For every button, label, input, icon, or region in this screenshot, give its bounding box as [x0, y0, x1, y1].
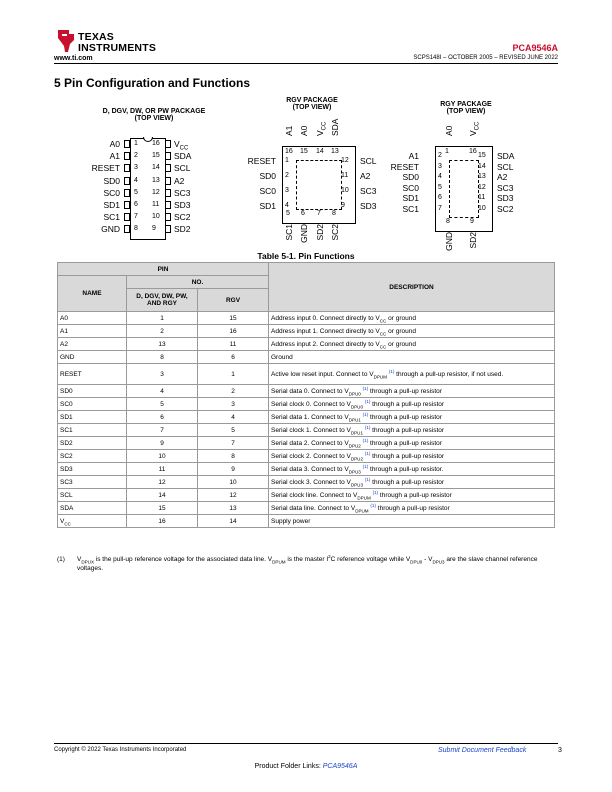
rgy-pin-number: 8 — [446, 218, 450, 225]
rgv-pin-cell: 3 — [198, 398, 269, 411]
rgy-pin-number: 12 — [478, 183, 486, 191]
description-cell: Address input 1. Connect directly to $V_{CC}$ or ground — [269, 325, 555, 338]
rgy-pin-name: SD3 — [497, 193, 514, 203]
dip-pin-pad — [124, 177, 130, 185]
rgv-pin-cell: 10 — [198, 476, 269, 489]
rgv-pin-name: A2 — [360, 171, 371, 181]
dip-pin-cell: 12 — [127, 476, 198, 489]
rgv-pin-name: A0 — [299, 125, 309, 136]
dip-pin-pad — [165, 213, 171, 221]
dip-pin-number: 12 — [152, 188, 160, 196]
description-cell: Active low reset input. Connect to $V_{DPUM}$ $^{(1)}$ through a pull-up resistor, if not used. — [269, 364, 555, 385]
dip-pin-cell: 4 — [127, 385, 198, 398]
dip-pin-name: SC1 — [103, 212, 120, 223]
rgv-pin-cell: 2 — [198, 385, 269, 398]
dip-pin-number: 4 — [134, 176, 138, 184]
rgy-pin-number: 10 — [478, 204, 486, 212]
dip-pin-pad — [165, 152, 171, 160]
description-cell: Address input 2. Connect directly to $V_{CC}$ or ground — [269, 338, 555, 351]
table-row — [58, 325, 555, 338]
rgy-pin-name: SCL — [497, 161, 514, 172]
part-number: PCA9546A — [512, 43, 558, 53]
rgv-pin-cell: 7 — [198, 437, 269, 450]
rgy-pin-number: 9 — [470, 218, 474, 225]
table-row — [58, 502, 555, 515]
rgv-pin-number: 2 — [285, 172, 289, 179]
dip-pin-pad — [165, 225, 171, 233]
dip-pin-number: 9 — [152, 225, 156, 233]
header-divider — [54, 63, 558, 64]
rgy-pin-name: SD1 — [402, 193, 419, 203]
rgv-pin-name: $V_{CC}$ — [315, 121, 328, 136]
rgv-pin-number: 15 — [300, 148, 308, 155]
rgv-pin-number: 6 — [301, 210, 305, 217]
dip-pin-number: 10 — [152, 213, 160, 221]
rgv-pin-cell: 5 — [198, 424, 269, 437]
pin-functions-table — [57, 262, 555, 528]
dip-pin-pad — [165, 177, 171, 185]
copyright: Copyright © 2022 Texas Instruments Incorporated — [54, 747, 187, 753]
dip-pin-cell: 13 — [127, 338, 198, 351]
dip-pin-name: A2 — [174, 175, 185, 186]
dip-pin-pad — [124, 189, 130, 197]
table-row — [58, 437, 555, 450]
description-cell: Address input 0. Connect directly to $V_{CC}$ or ground — [269, 312, 555, 325]
rgv-pin-name: RESET — [247, 156, 276, 166]
dip-pin-pad — [124, 152, 130, 160]
rgv-column-header: RGV — [198, 289, 269, 312]
description-cell: Serial data 1. Connect to $V_{DPU1}$ $^{(1)}$ through a pull-up resistor — [269, 411, 555, 424]
dip-pin-pad — [165, 189, 171, 197]
table-row — [58, 385, 555, 398]
pin-name-cell: RESET — [58, 364, 127, 385]
dip-pin-pad — [124, 225, 130, 233]
description-cell: Serial clock 2. Connect to $V_{DPU2}$ $^{(1)}$ through a pull-up resistor — [269, 450, 555, 463]
dip-pin-name: SC0 — [103, 187, 120, 198]
description-cell: Supply power — [269, 515, 555, 528]
dip-pin-name: A0 — [109, 139, 120, 149]
rgv-pin-cell: 6 — [198, 351, 269, 364]
table-row — [58, 424, 555, 437]
rgy-pin-name: SDA — [497, 151, 515, 161]
rgv-thermal-pad — [296, 160, 342, 210]
rgv-pin-number: 1 — [285, 157, 289, 164]
description-cell: Serial clock 0. Connect to $V_{DPU0}$ $^{(1)}$ through a pull-up resistor — [269, 398, 555, 411]
dip-pin-cell: 3 — [127, 364, 198, 385]
table-row — [58, 398, 555, 411]
dip-pin-cell: 8 — [127, 351, 198, 364]
name-header: NAME — [58, 276, 127, 312]
dip-pin-name: $V_{CC}$ — [174, 139, 189, 152]
pin-name-cell: A0 — [58, 312, 127, 325]
rgy-pin-number: 11 — [478, 194, 486, 201]
pin-name-cell: SCL — [58, 489, 127, 502]
no-header: NO. — [127, 276, 269, 289]
dip-pin-cell: 16 — [127, 515, 198, 528]
rgy-pin-name: A1 — [408, 151, 419, 161]
rgv-pin-name: SC0 — [259, 186, 276, 196]
dip-pin-cell: 7 — [127, 424, 198, 437]
table-row — [58, 489, 555, 502]
pin-name-cell: SD3 — [58, 463, 127, 476]
dip-pin-number: 1 — [134, 140, 138, 147]
dip-pin-number: 3 — [134, 164, 138, 172]
pin-name-cell: SC0 — [58, 398, 127, 411]
rgy-pin-number: 1 — [445, 148, 449, 155]
rgv-pin-cell: 16 — [198, 325, 269, 338]
rgv-pin-number: 13 — [331, 148, 339, 155]
table-row — [58, 364, 555, 385]
rgy-pin-name: SD2 — [468, 232, 478, 249]
rgv-package-title: RGV PACKAGE (TOP VIEW) — [286, 97, 338, 111]
pin-name-cell: SC2 — [58, 450, 127, 463]
rgy-pin-number: 4 — [438, 173, 442, 180]
rgv-pin-name: GND — [299, 224, 309, 243]
description-cell: Ground — [269, 351, 555, 364]
dip-pin-number: 6 — [134, 201, 138, 208]
pin-name-cell: A1 — [58, 325, 127, 338]
dip-pin-cell: 11 — [127, 463, 198, 476]
table-row — [58, 450, 555, 463]
rgv-pin-name: SD2 — [315, 224, 325, 241]
rgv-pin-cell: 12 — [198, 489, 269, 502]
rgv-pin-name: SD3 — [360, 201, 377, 211]
pin-name-cell: GND — [58, 351, 127, 364]
rgy-pin-name: $V_{CC}$ — [468, 121, 481, 136]
rgy-pin-name: SC2 — [497, 203, 514, 214]
rgy-pin-number: 15 — [478, 152, 486, 159]
description-cell: Serial clock 1. Connect to $V_{DPU1}$ $^{(1)}$ through a pull-up resistor — [269, 424, 555, 437]
rgy-pin-name: RESET — [390, 161, 419, 172]
rgv-pin-name: SC1 — [284, 224, 294, 241]
dip-pin-name: SD3 — [174, 200, 191, 210]
rgy-pin-number: 5 — [438, 183, 442, 191]
dip-column-header: D, DGV, DW, PW, AND RGY — [127, 289, 198, 312]
pin-name-cell: SDA — [58, 502, 127, 515]
dip-pin-cell: 9 — [127, 437, 198, 450]
rgy-pin-number: 14 — [478, 162, 486, 170]
rgv-pin-name: SCL — [360, 156, 377, 166]
table-row — [58, 351, 555, 364]
dip-pin-number: 16 — [152, 140, 160, 147]
dip-pin-name: SD1 — [103, 200, 120, 210]
dip-package-title: D, DGV, DW, OR PW PACKAGE (TOP VIEW) — [102, 108, 206, 122]
rgv-pin-number: 3 — [285, 187, 289, 194]
rgv-pin-cell: 8 — [198, 450, 269, 463]
pin-name-cell: A2 — [58, 338, 127, 351]
rgv-pin-name: A1 — [284, 125, 294, 136]
rgv-package-diagram — [232, 118, 392, 248]
rgy-pin-number: 3 — [438, 162, 442, 170]
rgv-pin-cell: 4 — [198, 411, 269, 424]
website-link[interactable]: www.ti.com — [54, 55, 93, 62]
rgv-pin-cell: 9 — [198, 463, 269, 476]
pin-name-cell: SD1 — [58, 411, 127, 424]
table-row — [58, 476, 555, 489]
rgy-pin-number: 2 — [438, 152, 442, 159]
description-cell: Serial data 3. Connect to $V_{DPU3}$ $^{(1)}$ through a pull-up resistor. — [269, 463, 555, 476]
rgy-package-diagram — [392, 120, 542, 250]
rgv-pin-number: 10 — [341, 187, 349, 194]
dip-pin-cell: 1 — [127, 312, 198, 325]
table-row — [58, 338, 555, 351]
footer-divider — [54, 743, 558, 744]
description-cell: Serial clock line. Connect to $V_{DPUM}$ $^{(1)}$ through a pull-up resistor — [269, 489, 555, 502]
dip-pin-number: 11 — [152, 201, 160, 208]
rgy-package-title: RGY PACKAGE (TOP VIEW) — [440, 101, 492, 115]
rgy-pin-number: 16 — [469, 148, 477, 155]
dip-pin-name: GND — [101, 224, 120, 235]
section-title: 5 Pin Configuration and Functions — [54, 76, 250, 90]
rgy-pin-name: SD0 — [402, 172, 419, 182]
footnote-text: $V_{DPUX}$ is the pull-up reference voltage for the associated data line. $V_{DPUM}$ is the master $I^2C$ reference voltage while $V_{DPU0} - V_{DPU3}$ are the slave channel reference voltages. — [77, 553, 538, 572]
dip-pin-pad — [165, 164, 171, 172]
dip-pin-name: SD0 — [103, 175, 120, 186]
description-cell: Serial data 0. Connect to $V_{DPU0}$ $^{(1)}$ through a pull-up resistor — [269, 385, 555, 398]
rgy-pin-name: SC1 — [402, 203, 419, 214]
dip-pin-number: 8 — [134, 225, 138, 233]
rgy-pin-number: 6 — [438, 194, 442, 201]
dip-pin-number: 2 — [134, 152, 138, 160]
ti-logo-icon — [54, 28, 78, 54]
rgv-pin-name: SD0 — [259, 171, 276, 181]
rgy-pin-name: A2 — [497, 172, 508, 182]
dip-pin-pad — [124, 140, 130, 148]
dip-pin-pad — [165, 201, 171, 209]
dip-pin-number: 7 — [134, 213, 138, 221]
dip-pin-cell: 6 — [127, 411, 198, 424]
pin-name-cell: SD2 — [58, 437, 127, 450]
rgv-pin-cell: 14 — [198, 515, 269, 528]
rgv-pin-name: SC2 — [330, 224, 340, 241]
dip-pin-name: SCL — [174, 163, 191, 174]
description-cell: Serial data line. Connect to $V_{DPUM}$ $^{(1)}$ through a pull-up resistor — [269, 502, 555, 515]
rgv-pin-cell: 1 — [198, 364, 269, 385]
rgy-pin-number: 13 — [478, 173, 486, 180]
pin-name-cell: $V_{CC}$ — [58, 515, 127, 528]
rgv-pin-number: 12 — [341, 157, 349, 164]
pin-name-cell: SC1 — [58, 424, 127, 437]
rgv-pin-number: 9 — [341, 202, 345, 209]
page-number: 3 — [558, 747, 562, 754]
dip-pin-pad — [124, 164, 130, 172]
rgv-pin-cell: 15 — [198, 312, 269, 325]
rgv-pin-name: SD1 — [259, 201, 276, 211]
company-name-line1: TEXAS — [78, 31, 115, 43]
rgy-thermal-pad — [449, 160, 479, 218]
rgy-pin-name: SC3 — [497, 182, 514, 193]
dip-pin-name: A1 — [109, 151, 120, 162]
description-cell: Serial data 2. Connect to $V_{DPU2}$ $^{(1)}$ through a pull-up resistor — [269, 437, 555, 450]
product-folder-links — [0, 763, 612, 770]
description-cell: Serial clock 3. Connect to $V_{DPU3}$ $^{(1)}$ through a pull-up resistor — [269, 476, 555, 489]
rgy-pin-number: 7 — [438, 204, 442, 212]
dip-pin-cell: 15 — [127, 502, 198, 515]
rgv-pin-number: 5 — [286, 210, 290, 217]
rgv-pin-number: 14 — [316, 148, 324, 155]
dip-pin-name: SD2 — [174, 224, 191, 235]
dip-pin-number: 5 — [134, 188, 138, 196]
dip-pin-number: 14 — [152, 164, 160, 172]
dip-pin-number: 15 — [152, 152, 160, 160]
rgv-pin-number: 8 — [332, 210, 336, 217]
rgv-pin-name: SC3 — [360, 186, 377, 196]
rgv-pin-number: 7 — [317, 210, 321, 217]
description-header: DESCRIPTION — [269, 263, 555, 312]
dip-pin-pad — [124, 201, 130, 209]
dip-pin-cell: 14 — [127, 489, 198, 502]
dip-pin-pad — [165, 140, 171, 148]
rgv-pin-number: 16 — [285, 148, 293, 155]
dip-pin-name: RESET — [91, 163, 120, 174]
dip-pin-number: 13 — [152, 176, 160, 184]
table-row — [58, 515, 555, 528]
table-row — [58, 411, 555, 424]
company-name-line2: INSTRUMENTS — [78, 42, 157, 54]
document-info: SCPS148I – OCTOBER 2005 – REVISED JUNE 2022 — [413, 55, 558, 61]
pin-name-cell: SD0 — [58, 385, 127, 398]
dip-pin-name: SDA — [174, 151, 192, 162]
pin-name-cell: SC3 — [58, 476, 127, 489]
rgv-pin-name: SDA — [330, 118, 340, 136]
rgv-pin-number: 11 — [341, 172, 349, 179]
dip-pin-name: SC2 — [174, 212, 191, 223]
dip-pin-name: SC3 — [174, 187, 191, 198]
pin-header: PIN — [58, 263, 269, 276]
rgv-pin-number: 4 — [285, 202, 289, 209]
rgv-pin-cell: 13 — [198, 502, 269, 515]
dip-pin-cell: 5 — [127, 398, 198, 411]
table-row — [58, 312, 555, 325]
product-folder-link[interactable]: PCA9546A — [322, 763, 358, 770]
feedback-link[interactable]: Submit Document Feedback — [438, 747, 527, 754]
rgy-pin-name: SC0 — [402, 182, 419, 193]
rgy-pin-name: A0 — [444, 125, 454, 136]
footnote-mark: (1) — [57, 556, 65, 563]
rgy-pin-name: GND — [444, 232, 454, 251]
dip-pin-cell: 2 — [127, 325, 198, 338]
rgv-pin-cell: 11 — [198, 338, 269, 351]
dip-package-diagram — [60, 138, 220, 238]
dip-pin-cell: 10 — [127, 450, 198, 463]
links-label: Product Folder Links: — [254, 763, 321, 770]
table-row — [58, 463, 555, 476]
table-caption: Table 5-1. Pin Functions — [257, 251, 355, 261]
dip-pin-pad — [124, 213, 130, 221]
